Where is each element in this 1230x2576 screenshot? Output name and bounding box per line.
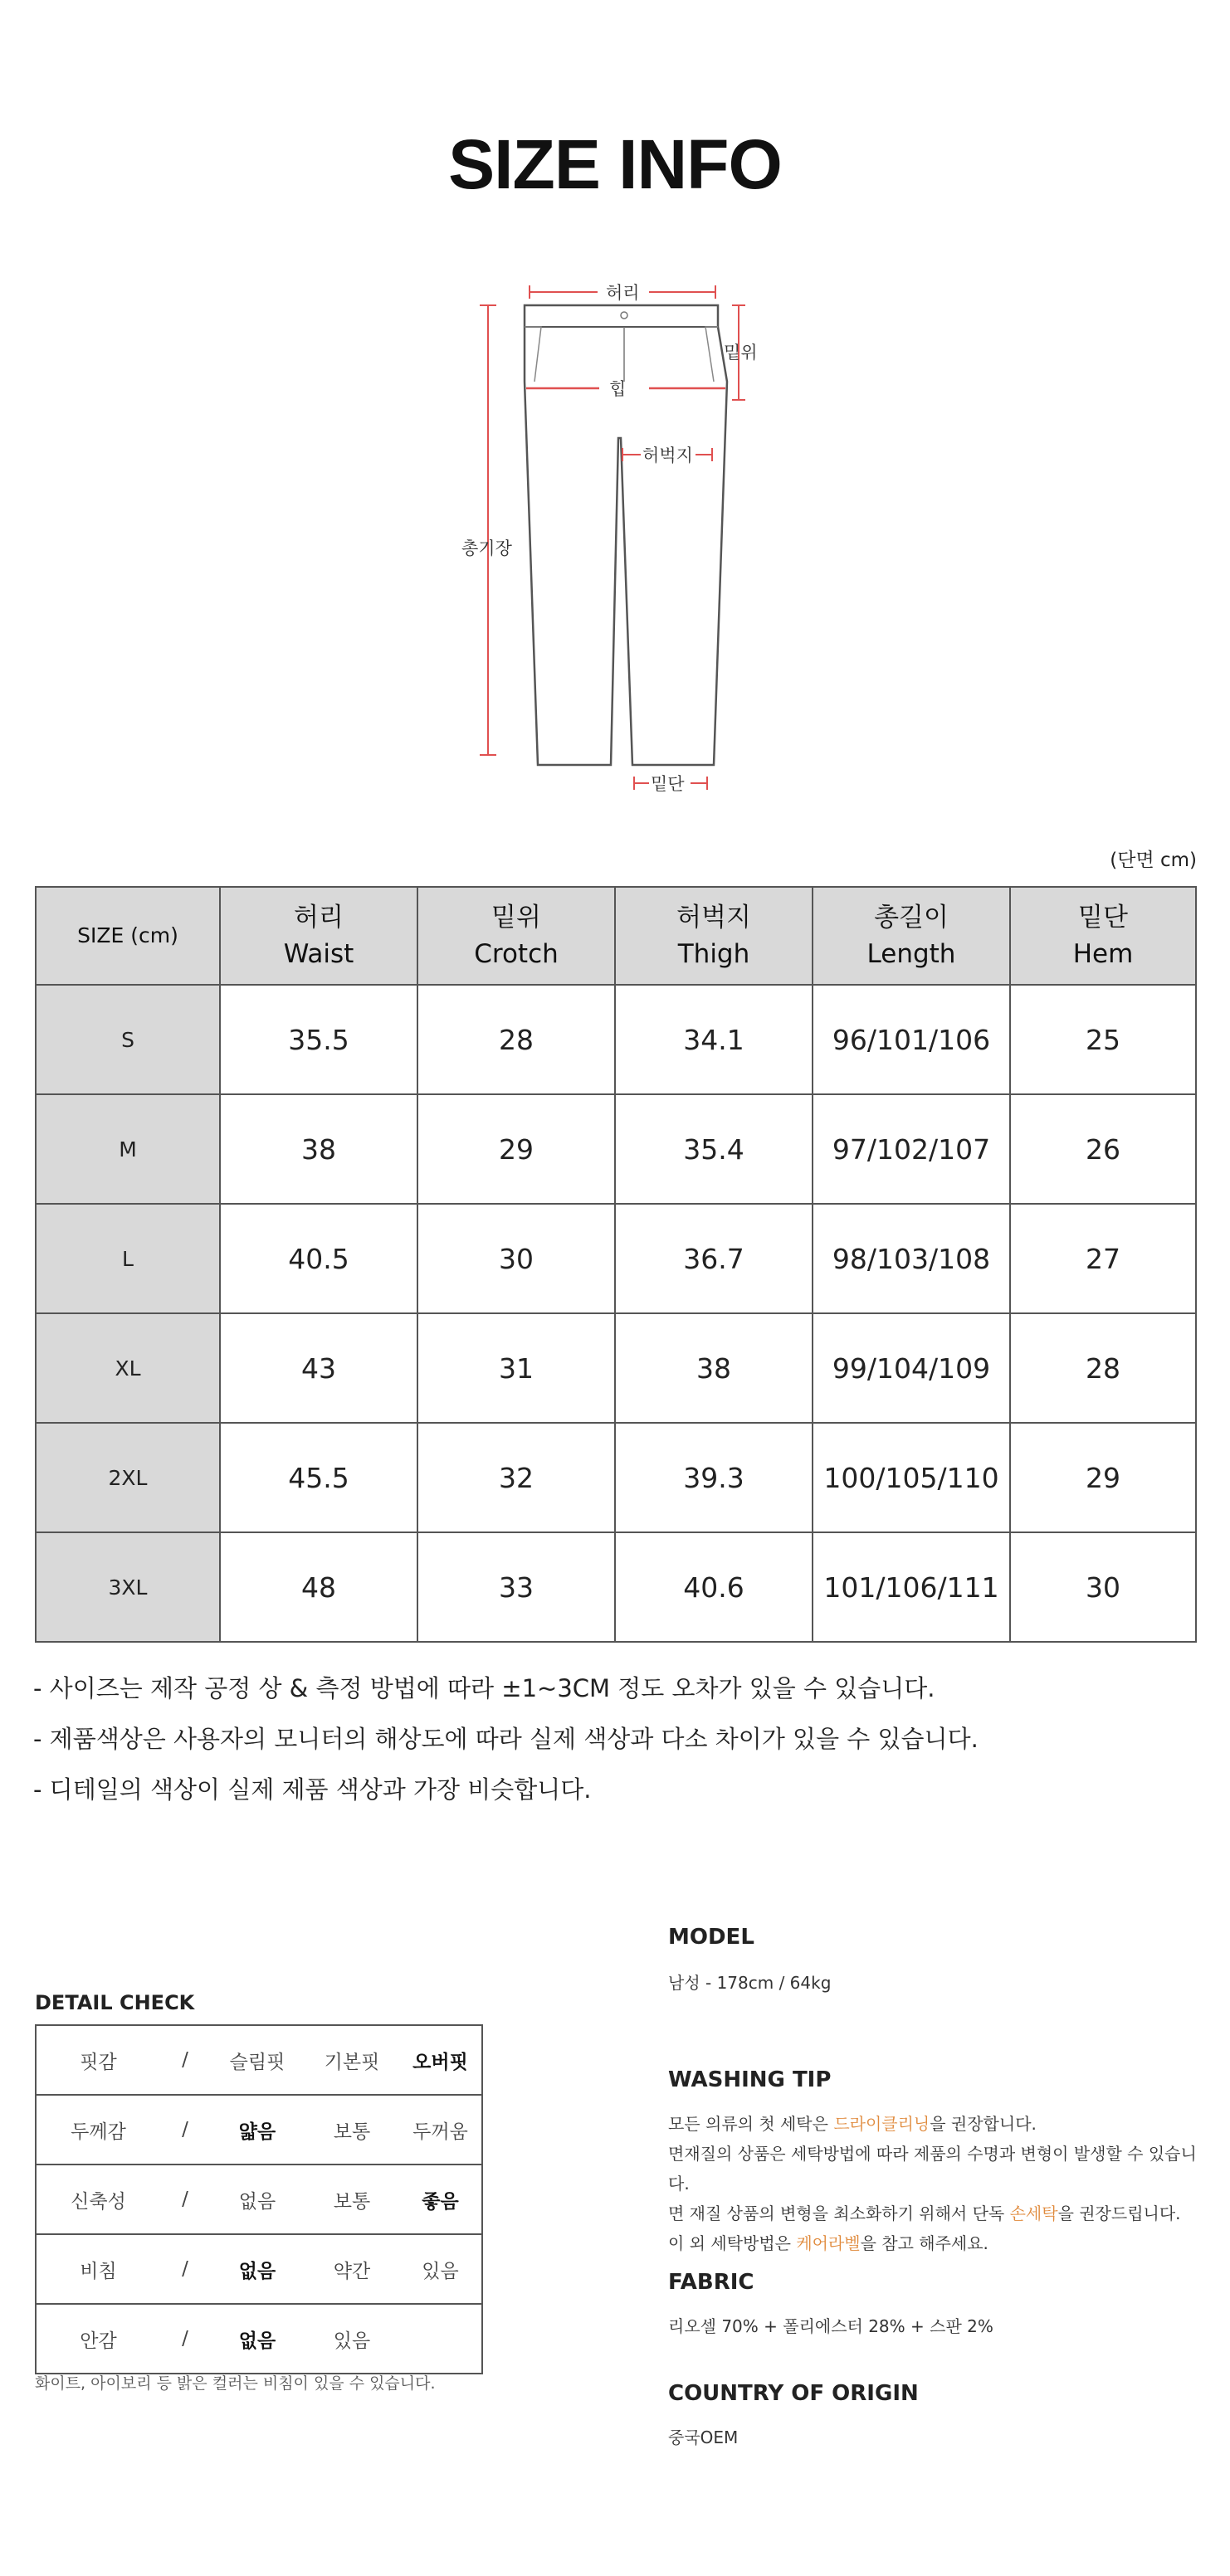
header-size: SIZE (cm) — [36, 887, 220, 985]
model-section — [668, 1925, 1199, 1998]
table-cell: 34.1 — [615, 985, 813, 1094]
detail-separator: / — [160, 2304, 210, 2374]
detail-option: 없음 — [210, 2304, 305, 2374]
table-cell: 30 — [1010, 1532, 1196, 1642]
detail-option: 없음 — [210, 2165, 305, 2234]
diagram-label-waist: 허리 — [606, 283, 640, 303]
table-cell: 28 — [1010, 1313, 1196, 1423]
detail-check-table — [35, 2024, 483, 2374]
fabric-title: FABRIC — [668, 2270, 754, 2295]
page-title: SIZE INFO — [448, 125, 782, 203]
table-row — [36, 1094, 1196, 1204]
table-cell: 40.5 — [220, 1204, 417, 1313]
detail-label: 핏감 — [36, 2025, 160, 2095]
size-cell: M — [36, 1094, 220, 1204]
detail-option: 슬림핏 — [210, 2025, 305, 2095]
header-crotch: 밑위 Crotch — [417, 887, 615, 985]
table-cell: 35.5 — [220, 985, 417, 1094]
size-table — [35, 886, 1197, 1643]
detail-option — [399, 2304, 482, 2374]
table-cell: 36.7 — [615, 1204, 813, 1313]
table-cell: 98/103/108 — [813, 1204, 1010, 1313]
table-cell: 25 — [1010, 985, 1196, 1094]
table-cell: 27 — [1010, 1204, 1196, 1313]
detail-separator: / — [160, 2165, 210, 2234]
detail-label: 비침 — [36, 2234, 160, 2304]
diagram-label-hip: 힙 — [609, 379, 627, 399]
table-cell: 101/106/111 — [813, 1532, 1010, 1642]
size-table-header — [36, 887, 1196, 985]
unit-note: (단면 cm) — [1110, 850, 1197, 871]
header-length: 총길이 Length — [813, 887, 1010, 985]
table-cell: 33 — [417, 1532, 615, 1642]
model-text: 남성 - 178cm / 64kg — [668, 1973, 832, 1993]
washing-section — [668, 2067, 1199, 2258]
table-cell: 97/102/107 — [813, 1094, 1010, 1204]
detail-option: 오버핏 — [399, 2025, 482, 2095]
detail-option: 보통 — [305, 2095, 399, 2165]
fabric-section — [668, 2270, 1199, 2341]
table-cell: 29 — [417, 1094, 615, 1204]
size-cell: XL — [36, 1313, 220, 1423]
size-cell: S — [36, 985, 220, 1094]
diagram-label-length: 총기장 — [461, 538, 512, 558]
detail-label: 두께감 — [36, 2095, 160, 2165]
detail-option: 두꺼움 — [399, 2095, 482, 2165]
detail-option: 있음 — [399, 2234, 482, 2304]
table-cell: 38 — [615, 1313, 813, 1423]
table-row — [36, 1532, 1196, 1642]
table-row — [36, 1313, 1196, 1423]
origin-section — [668, 2381, 1199, 2452]
table-cell: 30 — [417, 1204, 615, 1313]
origin-title: COUNTRY OF ORIGIN — [668, 2381, 919, 2406]
table-cell: 38 — [220, 1094, 417, 1204]
detail-label: 신축성 — [36, 2165, 160, 2234]
detail-option: 기본핏 — [305, 2025, 399, 2095]
detail-row — [36, 2304, 482, 2374]
fabric-text: 리오셀 70% + 폴리에스터 28% + 스판 2% — [668, 2316, 993, 2336]
size-notes — [33, 1663, 979, 1815]
detail-option: 약간 — [305, 2234, 399, 2304]
table-row — [36, 985, 1196, 1094]
model-title: MODEL — [668, 1925, 754, 1950]
detail-row — [36, 2095, 482, 2165]
table-cell: 96/101/106 — [813, 985, 1010, 1094]
washing-line-4: 이 외 세탁방법은 케어라벨을 참고 해주세요. — [668, 2233, 988, 2253]
table-cell: 45.5 — [220, 1423, 417, 1532]
detail-option: 없음 — [210, 2234, 305, 2304]
washing-title: WASHING TIP — [668, 2067, 832, 2092]
washing-line-3: 면 재질 상품의 변형을 최소화하기 위해서 단독 손세탁을 권장드립니다. — [668, 2203, 1181, 2223]
detail-option: 얇음 — [210, 2095, 305, 2165]
size-cell: 2XL — [36, 1423, 220, 1532]
detail-separator: / — [160, 2025, 210, 2095]
table-cell: 48 — [220, 1532, 417, 1642]
diagram-label-hem: 밑단 — [651, 774, 685, 794]
diagram-label-rise: 밑위 — [724, 343, 758, 363]
washing-line-1: 모든 의류의 첫 세탁은 드라이클리닝을 권장합니다. — [668, 2114, 1037, 2134]
table-cell: 100/105/110 — [813, 1423, 1010, 1532]
detail-option: 좋음 — [399, 2165, 482, 2234]
table-cell: 40.6 — [615, 1532, 813, 1642]
pocket-right — [705, 327, 718, 382]
table-row — [36, 1204, 1196, 1313]
table-cell: 26 — [1010, 1094, 1196, 1204]
note-line: - 사이즈는 제작 공정 상 & 측정 방법에 따라 ±1~3CM 정도 오차가 있을 수 있습니다. — [33, 1674, 935, 1702]
button-icon — [621, 312, 627, 319]
detail-row — [36, 2234, 482, 2304]
pants-size-diagram — [432, 265, 780, 813]
note-line: - 디테일의 색상이 실제 제품 색상과 가장 비슷합니다. — [33, 1775, 592, 1804]
origin-text: 중국OEM — [668, 2427, 739, 2447]
pants-outline — [525, 305, 727, 765]
detail-row — [36, 2165, 482, 2234]
table-cell: 43 — [220, 1313, 417, 1423]
size-cell: 3XL — [36, 1532, 220, 1642]
table-cell: 32 — [417, 1423, 615, 1532]
table-cell: 35.4 — [615, 1094, 813, 1204]
detail-note: 화이트, 아이보리 등 밝은 컬러는 비침이 있을 수 있습니다. — [35, 2374, 436, 2393]
detail-check-title: DETAIL CHECK — [35, 1991, 195, 2014]
detail-option: 있음 — [305, 2304, 399, 2374]
table-cell: 99/104/109 — [813, 1313, 1010, 1423]
size-cell: L — [36, 1204, 220, 1313]
table-cell: 39.3 — [615, 1423, 813, 1532]
header-thigh: 허벅지 Thigh — [615, 887, 813, 985]
detail-separator: / — [160, 2095, 210, 2165]
table-cell: 31 — [417, 1313, 615, 1423]
note-line: - 제품색상은 사용자의 모니터의 해상도에 따라 실제 색상과 다소 차이가 있을 수 있습니다. — [33, 1725, 979, 1753]
detail-label: 안감 — [36, 2304, 160, 2374]
detail-row — [36, 2025, 482, 2095]
table-row — [36, 1423, 1196, 1532]
detail-option: 보통 — [305, 2165, 399, 2234]
detail-separator: / — [160, 2234, 210, 2304]
header-hem: 밑단 Hem — [1010, 887, 1196, 985]
header-waist: 허리 Waist — [220, 887, 417, 985]
diagram-label-thigh: 허벅지 — [642, 446, 693, 465]
pocket-left — [525, 327, 541, 382]
washing-line-2: 면재질의 상품은 세탁방법에 따라 제품의 수명과 변형이 발생할 수 있습니다. — [668, 2144, 1197, 2194]
table-cell: 28 — [417, 985, 615, 1094]
table-cell: 29 — [1010, 1423, 1196, 1532]
